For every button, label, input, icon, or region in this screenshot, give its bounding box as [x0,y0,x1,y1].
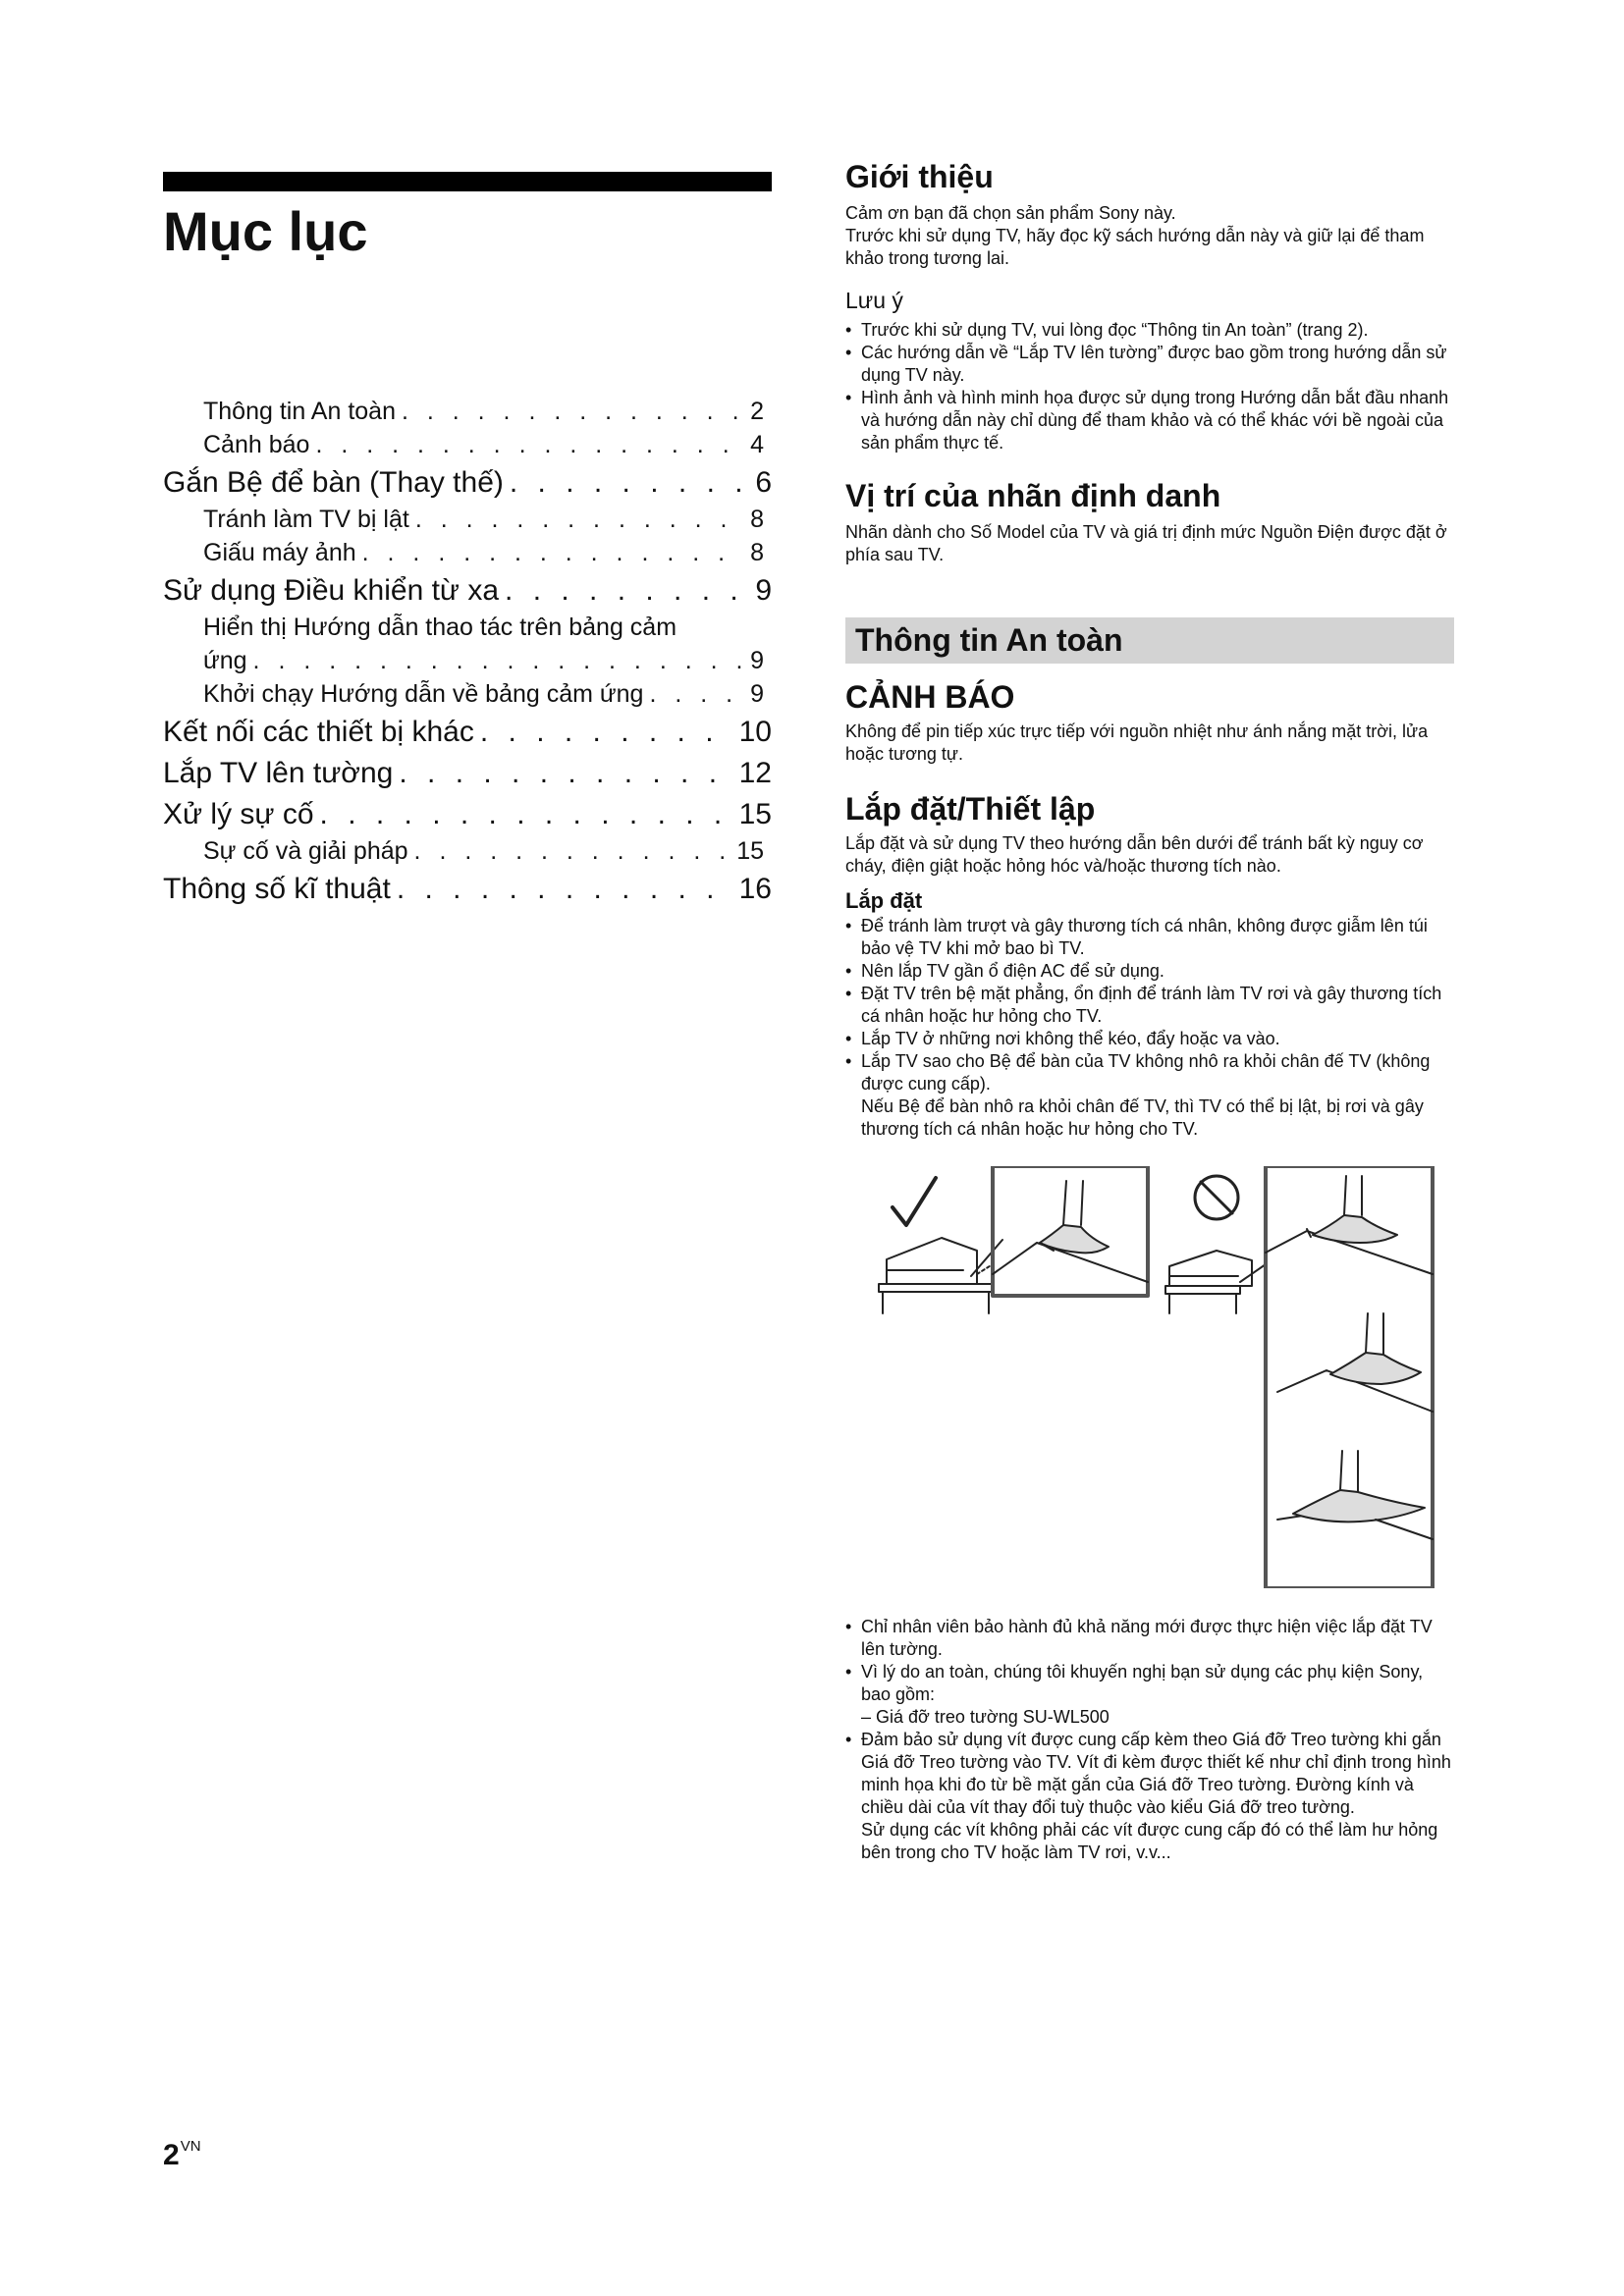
label-heading: Vị trí của nhãn định danh [845,478,1221,513]
stand-placement-illustration [845,1166,1454,1588]
install-item: • Để tránh làm trượt và gây thương tích cá nhân, không được giẫm lên túi bảo vệ TV khi mở bao bì TV. [845,915,1454,960]
setup-text: Lắp đặt và sử dụng TV theo hướng dẫn bên dưới để tránh bất kỳ nguy cơ cháy, điện giật hoặc hỏng hóc và/hoặc thương tích nào. [845,833,1424,876]
note-item: • Các hướng dẫn về “Lắp TV lên tường” được bao gồm trong hướng dẫn sử dụng TV này. [845,342,1454,387]
note-heading: Lưu ý [845,288,903,313]
intro-heading: Giới thiệu [845,159,994,194]
toc-entry[interactable]: Xử lý sự cố . . . 15 [163,795,772,834]
toc-entry[interactable]: Khởi chạy Hướng dẫn về bảng cảm ứng . . . 9 [163,677,772,711]
toc-entry[interactable]: Lắp TV lên tường . . . 12 [163,754,772,793]
safety-section-band [845,617,1454,664]
warning-heading: CẢNH BÁO [845,679,1015,715]
toc-entry[interactable]: Sử dụng Điều khiển từ xa . . . 9 [163,571,772,611]
toc-entry[interactable]: Hiển thị Hướng dẫn thao tác trên bảng cảm ứng . . . 9 [163,611,772,677]
toc-list [163,395,772,909]
note-item: • Trước khi sử dụng TV, vui lòng đọc “Thông tin An toàn” (trang 2). [845,319,1454,342]
checkmark-icon [893,1178,936,1225]
install-list [845,915,1454,1141]
wall-mount-item: • Chỉ nhân viên bảo hành đủ khả năng mới được thực hiện việc lắp đặt TV lên tường. [845,1616,1454,1661]
wall-mount-item: • Vì lý do an toàn, chúng tôi khuyến nghị bạn sử dụng các phụ kiện Sony, bao gồm: [845,1661,1454,1706]
prohibited-icon [1195,1176,1238,1219]
intro-line: Trước khi sử dụng TV, hãy đọc kỹ sách hướng dẫn này và giữ lại để tham khảo trong tương lai. [845,226,1425,268]
toc-entry[interactable]: Kết nối các thiết bị khác . . . 10 [163,713,772,752]
install-item: • Nên lắp TV gần ổ điện AC để sử dụng. [845,960,1454,983]
note-list [845,319,1454,454]
toc-entry[interactable]: Thông tin An toàn . . . 2 [163,395,772,428]
safety-band-title: Thông tin An toàn [855,622,1123,658]
install-item: • Lắp TV sao cho Bệ để bàn của TV không nhô ra khỏi chân đế TV (không được cung cấp). Nếu Bệ để bàn nhô ra khỏi chân đế TV, thì TV có thể bị lật, bị rơi và gây thương tích cá nhân hoặc hư hỏng cho TV. [845,1050,1454,1141]
note-item: • Hình ảnh và hình minh họa được sử dụng trong Hướng dẫn bắt đầu nhanh và hướng dẫn này chỉ dùng để tham khảo và có thể khác với bề ngoài của sản phẩm thực tế. [845,387,1454,454]
wall-mount-list [845,1729,1454,1864]
setup-heading: Lắp đặt/Thiết lập [845,791,1096,827]
content-column [845,157,1454,1864]
install-item: • Đặt TV trên bệ mặt phẳng, ổn định để tránh làm TV rơi và gây thương tích cá nhân hoặc hư hỏng cho TV. [845,983,1454,1028]
toc-title: Mục lục [163,200,368,262]
toc-entry[interactable]: Tránh làm TV bị lật . . . 8 [163,503,772,536]
label-text: Nhãn dành cho Số Model của TV và giá trị định mức Nguồn Điện được đặt ở phía sau TV. [845,522,1447,564]
accessory-line: – Giá đỡ treo tường SU-WL500 [861,1707,1110,1727]
wall-mount-item: • Đảm bảo sử dụng vít được cung cấp kèm theo Giá đỡ Treo tường khi gắn Giá đỡ Treo tường vào TV. Vít đi kèm được thiết kế như chỉ định trong hình minh họa khi đo từ bề mặt gắn của Giá đỡ Treo tường. Đường kính và chiều dài của vít thay đổi tuỳ thuộc vào kiểu Giá đỡ treo tường. Sử dụng các vít không phải các vít được cung cấp đó có thể làm hư hỏng bên trong cho TV hoặc làm TV rơi, v.v... [845,1729,1454,1864]
toc-entry[interactable]: Giấu máy ảnh . . . 8 [163,536,772,569]
install-item: • Lắp TV ở những nơi không thể kéo, đẩy hoặc va vào. [845,1028,1454,1050]
toc-entry[interactable]: Sự cố và giải pháp . . . 15 [163,834,772,868]
toc-entry[interactable]: Gắn Bệ để bàn (Thay thế) . . . 6 [163,463,772,503]
wall-mount-list [845,1616,1454,1706]
warning-text: Không để pin tiếp xúc trực tiếp với nguồn nhiệt như ánh nắng mặt trời, lửa hoặc tương tự. [845,721,1429,764]
toc-entry[interactable]: Thông số kĩ thuật . . . 16 [163,870,772,909]
page-number: $2^{VN}$ [163,2138,201,2171]
intro-line: Cảm ơn bạn đã chọn sản phẩm Sony này. [845,203,1176,223]
toc-entry[interactable]: Cảnh báo . . . 4 [163,428,772,461]
install-heading: Lắp đặt [845,888,923,913]
toc-header-bar [163,172,772,191]
